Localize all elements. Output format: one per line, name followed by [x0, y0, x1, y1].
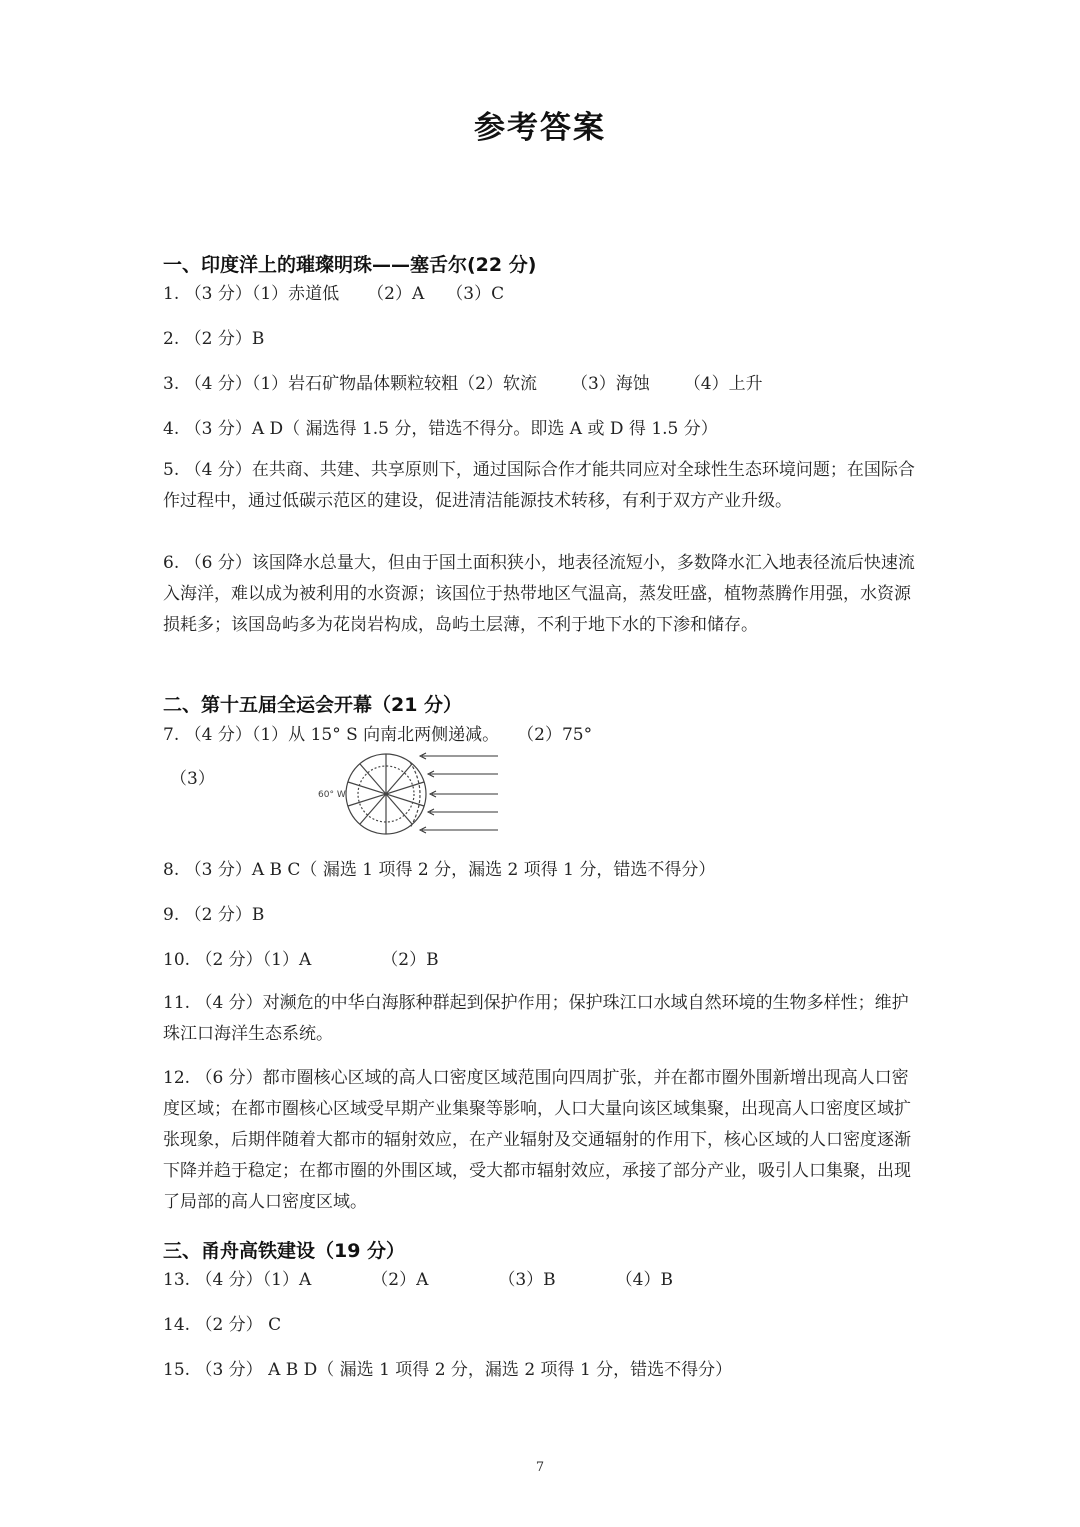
answer-12: 12. （6 分）都市圈核心区域的高人口密度区域范围向四周扩张，并在都市圈外围新增出现高人口密度区域；在都市圈核心区域受早期产业集聚等影响，人口大量向该区域集聚，出现高人口密度区域扩张现象，后期伴随着大都市的辐射效应，在产业辐射及交通辐射的作用下，核心区域的人口密度逐渐下降并趋于稳定；在都市圈的外围区域，受大都市辐射效应，承接了部分产业，吸引人口集聚，出现了局部的高人口密度区域。	[163, 1068, 911, 1212]
sun-rays	[420, 753, 498, 833]
answer-7: 7. （4 分）（1）从 15° S 向南北两侧递减。 （2）75°	[163, 725, 593, 745]
globe-sunlight-diagram	[318, 750, 508, 840]
answer-1: 1. （3 分）（1）赤道低 （2）A （3）C	[163, 284, 505, 304]
answer-2: 2. （2 分）B	[163, 329, 265, 349]
answer-6: 6. （6 分）该国降水总量大，但由于国土面积狭小，地表径流短小，多数降水汇入地表径流后快速流入海洋，难以成为被利用的水资源；该国位于热带地区气温高，蒸发旺盛，植物蒸腾作用强，水资源损耗多；该国岛屿多为花岗岩构成，岛屿土层薄，不利于地下水的下渗和储存。	[163, 553, 915, 635]
answer-3: 3. （4 分）（1）岩石矿物晶体颗粒较粗（2）软流 （3）海蚀 （4）上升	[163, 374, 763, 394]
answer-15: 15. （3 分） A B D（ 漏选 1 项得 2 分，漏选 2 项得 1 分，错选不得分）	[163, 1360, 733, 1380]
section-heading-2: 二、第十五届全运会开幕（21 分）	[163, 694, 463, 716]
section-heading-3: 三、甬舟高铁建设（19 分）	[163, 1240, 406, 1262]
section-heading-1: 一、印度洋上的璀璨明珠——塞舌尔(22 分)	[163, 254, 537, 276]
page-number: 7	[535, 1460, 545, 1475]
answer-7-part-3: （3）	[170, 769, 215, 789]
page-title: 参考答案	[474, 110, 606, 146]
answer-11: 11. （4 分）对濒危的中华白海豚种群起到保护作用；保护珠江口水域自然环境的生物多样性；维护珠江口海洋生态系统。	[163, 993, 909, 1044]
answer-4: 4. （3 分）A D（ 漏选得 1.5 分，错选不得分。即选 A 或 D 得 1.5 分）	[163, 419, 718, 439]
figure-longitude-label: 60° W	[318, 790, 346, 800]
answer-10: 10. （2 分）（1）A （2）B	[163, 950, 439, 970]
answer-14: 14. （2 分） C	[163, 1315, 282, 1335]
answer-9: 9. （2 分）B	[163, 905, 265, 925]
answer-8: 8. （3 分）A B C（ 漏选 1 项得 2 分，漏选 2 项得 1 分，错选不得分）	[163, 860, 716, 880]
answer-13: 13. （4 分）（1）A （2）A （3）B （4）B	[163, 1270, 673, 1290]
answer-5: 5. （4 分）在共商、共建、共享原则下，通过国际合作才能共同应对全球性生态环境问题；在国际合作过程中，通过低碳示范区的建设，促进清洁能源技术转移，有利于双方产业升级。	[163, 460, 915, 511]
